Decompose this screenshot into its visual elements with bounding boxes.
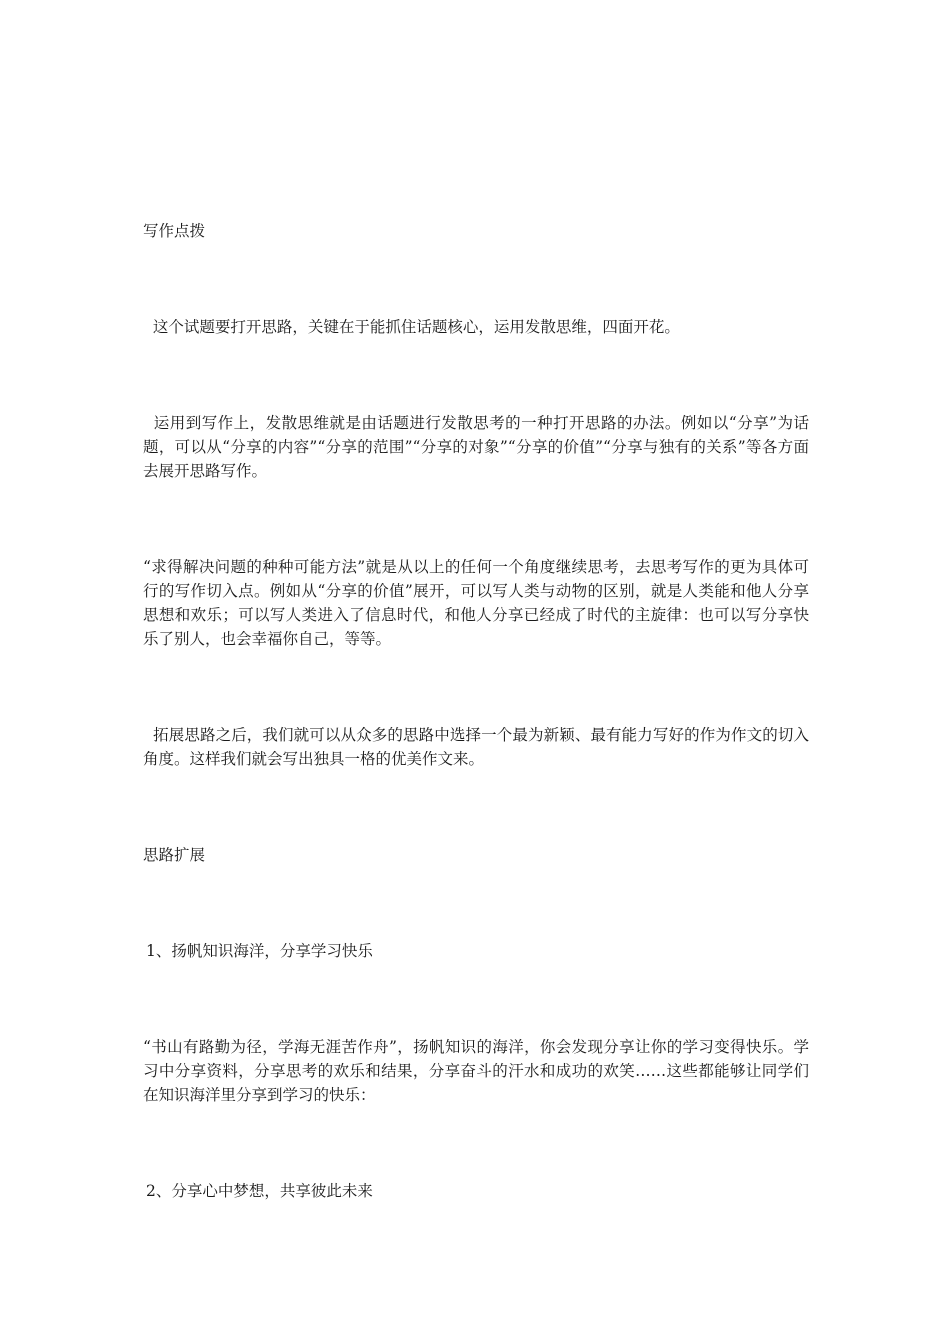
section-heading-idea-expansion: 思路扩展 [143,846,206,864]
paragraph-possible-methods: “求得解决问题的种种可能方法”就是从以上的任何一个角度继续思考，去思考写作的更为具体可行的写作切入点。例如从“分享的价值”展开，可以写人类与动物的区别，就是人类能和他人分享思想和欢乐；可以写人类进入了信息时代，和他人分享已经成了时代的主旋律：也可以写分享快乐了别人，也会幸福你自己，等等。 [143,558,809,648]
section-heading-writing-tips: 写作点拨 [143,222,206,240]
paragraph-core-idea: 这个试题要打开思路，关键在于能抓住话题核心，运用发散思维，四面开花。 [143,318,680,336]
list-item-title-1: 1、扬帆知识海洋，分享学习快乐 [146,942,373,960]
paragraph-choose-angle: 拓展思路之后，我们就可以从众多的思路中选择一个最为新颖、最有能力写好的作为作文的切入角度。这样我们就会写出独具一格的优美作文来。 [143,726,809,768]
paragraph-learning-joy: “书山有路勤为径，学海无涯苦作舟”，扬帆知识的海洋，你会发现分享让你的学习变得快乐。学习中分享资料，分享思考的欢乐和结果，分享奋斗的汗水和成功的欢笑……这些都能够让同学们在知识海洋里分享到学习的快乐： [143,1038,809,1104]
list-item-title-2: 2、分享心中梦想，共享彼此未来 [146,1182,373,1200]
paragraph-divergent-thinking: 运用到写作上，发散思维就是由话题进行发散思考的一种打开思路的办法。例如以“分享”为话题，可以从“分享的内容”“分享的范围”“分享的对象”“分享的价值”“分享与独有的关系”等各方面去展开思路写作。 [143,414,809,480]
